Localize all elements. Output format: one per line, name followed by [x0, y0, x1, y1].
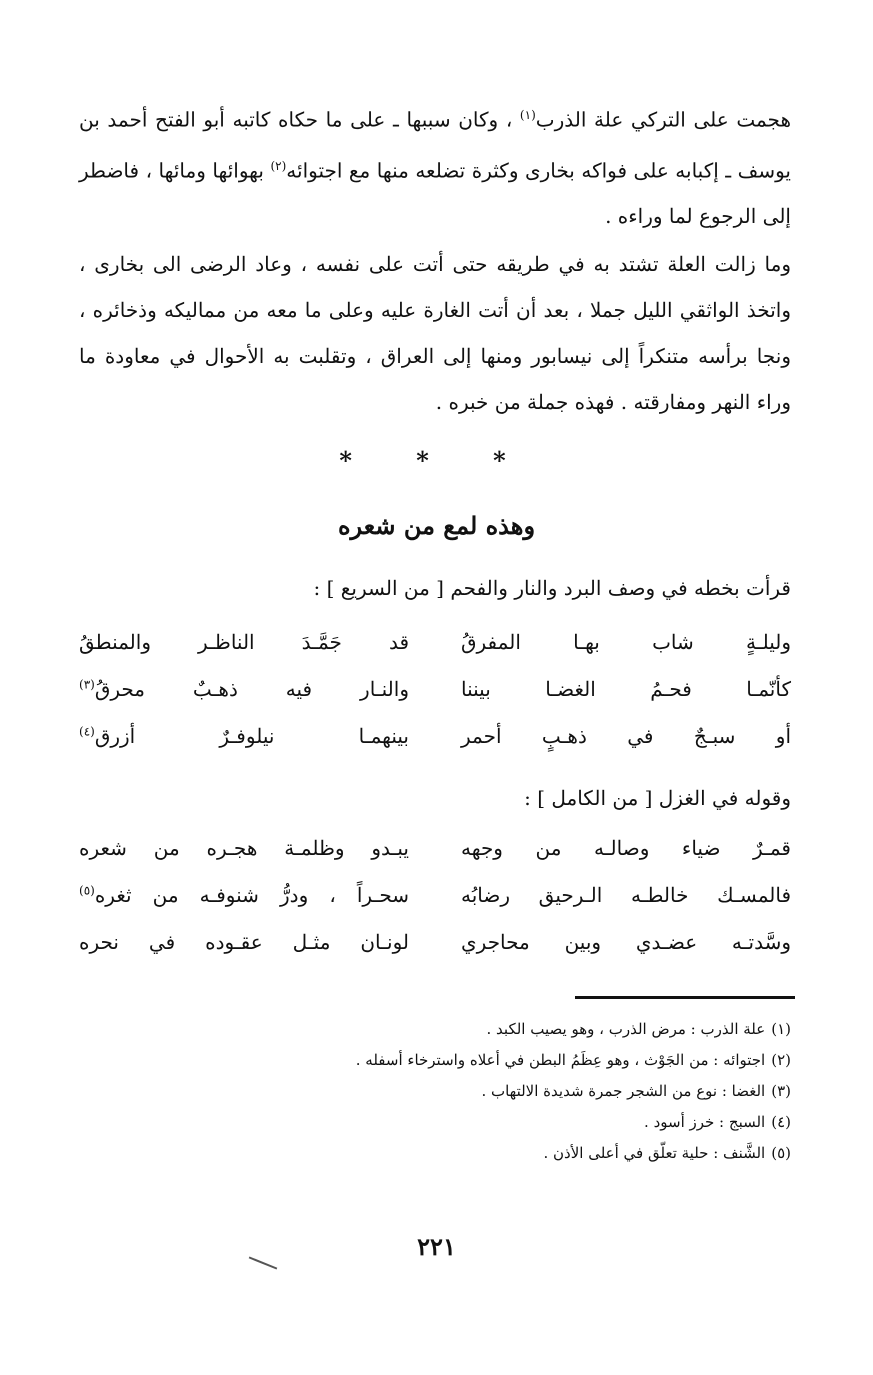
footnote-number: (٥) — [771, 1144, 791, 1162]
footnote-text: السبج : خرز أسود . — [644, 1113, 766, 1131]
footnote-marker: (١) — [519, 108, 536, 122]
verse-second-hemistich: يبـدو وظلمـة هجـره من شعره — [79, 836, 409, 860]
verse-second-hemistich: لونـان مثـل عقـوده في نحره — [79, 930, 409, 954]
poem-verse — [79, 836, 791, 883]
poem-verse — [79, 724, 791, 771]
poem-verse — [79, 930, 791, 977]
verse-second-hemistich: بينهمـا نيلوفـرٌ أزرق$^{(٤)}$ — [79, 724, 409, 748]
paragraph-text: هجمت على التركي علة الذرب — [535, 107, 791, 132]
footnote-number: (٣) — [771, 1082, 791, 1100]
footnote — [79, 1045, 791, 1076]
footnote-marker: (٥) — [79, 883, 95, 898]
poem-verse — [79, 677, 791, 724]
footnote — [79, 1076, 791, 1107]
verse-first-hemistich: كأنّمـا فحـمُ الغضـا بيننا — [461, 677, 791, 701]
footnotes-list — [79, 1014, 791, 1169]
footnote-marker: (٤) — [79, 724, 95, 739]
footnote — [79, 1138, 791, 1169]
footnote-marker: (٣) — [79, 677, 95, 692]
verse-first-hemistich: أو سبـجٌ في ذهـبٍ أحمر — [461, 724, 791, 748]
poem-1 — [79, 630, 791, 771]
footnote-marker: (٢) — [270, 158, 287, 173]
footnote-number: (٢) — [771, 1051, 791, 1069]
verse-first-hemistich: وليلـةٍ شاب بهـا المفرقُ — [461, 630, 791, 654]
section-heading: وهذه لمع من شعره — [337, 511, 536, 540]
poem-intro-2: وقوله في الغزل [ من الكامل ] : — [524, 786, 791, 810]
verse-first-hemistich: قمـرٌ ضياء وصالـه من وجهه — [461, 836, 791, 860]
footnote-text: علة الذرب : مرض الذرب ، وهو يصيب الكبد . — [486, 1020, 766, 1038]
verse-second-hemistich: سحـراً ، ودرُّ شنوفـه من ثغره$^{(٥)}$ — [79, 883, 409, 907]
footnote-divider — [575, 996, 795, 999]
poem-verse — [79, 630, 791, 677]
page-number: ٢٢١ — [417, 1232, 456, 1261]
footnote-text: الشَّنف : حلية تعلّق في أعلى الأذن . — [543, 1144, 766, 1162]
verse-second-hemistich: قد جَمَّـدَ الناظـر والمنطقُ — [79, 630, 409, 654]
footnote-text: الغضا : نوع من الشجر جمرة شديدة الالتهاب . — [481, 1082, 766, 1100]
paragraph-text: وما زالت العلة تشتد به في طريقه حتى أتت على نفسه ، وعاد الرضى الى بخارى ، واتخذ الواثقي الليل جملا ، بعد أن أتت الغارة عليه وعلى ما معه من مماليكه وذخائره ، ونجا برأسه متنكراً إلى نيسابور ومنها إلى العراق ، وتقلبت به الأحوال في معاودة ما وراء النهر ومفارقته . فهذه جملة من خبره . — [79, 252, 791, 414]
footnote-number: (١) — [771, 1020, 791, 1038]
footnote-text: اجتوائه : من الجَوْث ، وهو عِظَمُ البطن في أعلاه واسترخاء أسفله . — [355, 1051, 766, 1069]
footnote — [79, 1014, 791, 1045]
footnote-number: (٤) — [771, 1113, 791, 1131]
verse-second-hemistich: والنـار فيه ذهـبٌ محرقُ$^{(٣)}$ — [79, 677, 409, 701]
footnote — [79, 1107, 791, 1138]
poem-verse — [79, 883, 791, 930]
paragraph-2 — [79, 241, 791, 425]
verse-first-hemistich: فالمسـك خالطـه الـرحيق رضابُه — [461, 883, 791, 907]
paragraph-text: بهوائها ومائها ، فاضطر إلى الرجوع لما وراءه . — [79, 158, 791, 229]
paragraph-1 — [79, 92, 791, 239]
paragraph-text: ، وكان سببها ـ على ما حكاه كاتبه أبو الفتح أحمد بن يوسف ـ إكبابه على فواكه بخارى وكثرة تضلعه منها مع اجتوائه — [79, 107, 792, 183]
poem-2 — [79, 836, 791, 977]
verse-first-hemistich: وسَّدتـه عضـدي وبين محاجري — [461, 930, 791, 954]
section-separator: * * * — [339, 446, 534, 475]
poem-intro-1: قرأت بخطه في وصف البرد والنار والفحم [ من السريع ] : — [313, 576, 791, 600]
